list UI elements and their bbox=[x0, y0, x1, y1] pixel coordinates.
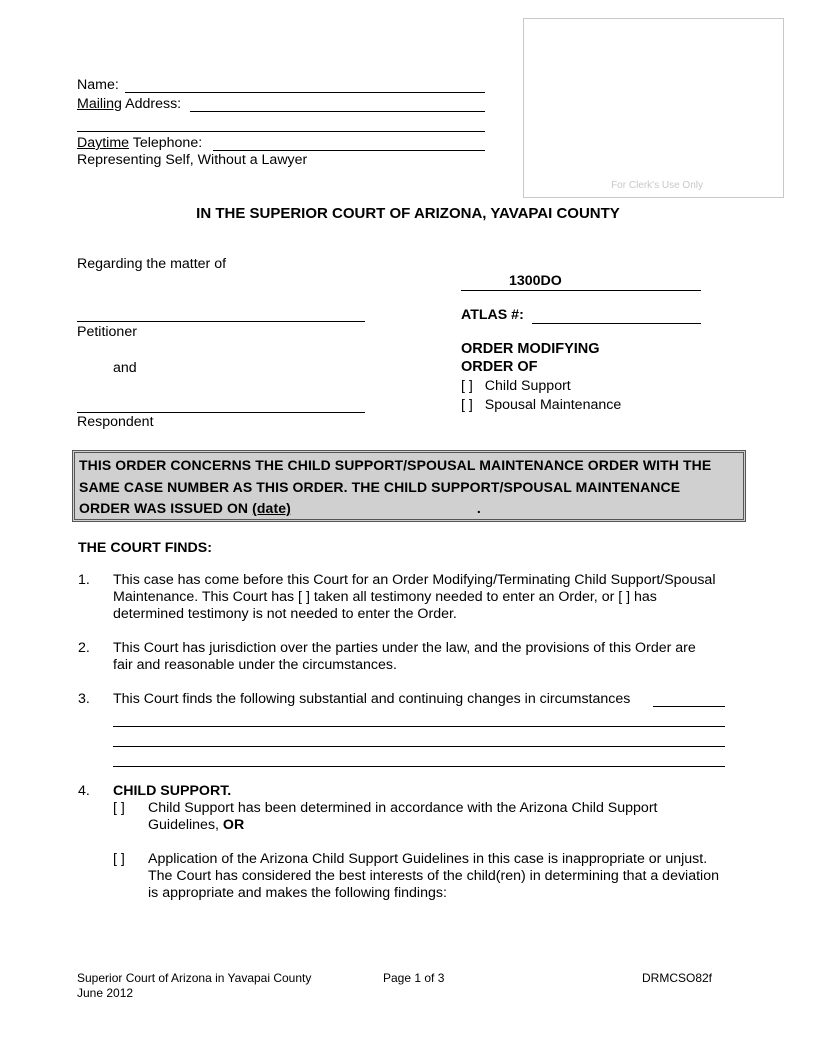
checkbox[interactable]: [ ] bbox=[113, 851, 125, 867]
guidelines-line: Child Support has been determined in accordance with the Arizona Child Support bbox=[148, 800, 658, 816]
changes-field-2[interactable] bbox=[113, 726, 725, 727]
footer-court: Superior Court of Arizona in Yavapai County bbox=[77, 971, 312, 985]
telephone-field[interactable] bbox=[213, 150, 485, 151]
notice-line-2: SAME CASE NUMBER AS THIS ORDER. THE CHILD SUPPORT/SPOUSAL MAINTENANCE bbox=[79, 478, 681, 495]
finding-2 bbox=[113, 640, 753, 674]
changes-field-4[interactable] bbox=[113, 766, 725, 767]
daytime-underlined: Daytime bbox=[77, 135, 130, 151]
child-support-heading: CHILD SUPPORT. bbox=[113, 783, 232, 799]
atlas-label: ATLAS #: bbox=[461, 307, 524, 323]
footer-form-code: DRMCSO82f bbox=[642, 971, 713, 985]
respondent-label: Respondent bbox=[77, 414, 154, 430]
item-number: 1. bbox=[78, 572, 90, 588]
finding-1-line: This case has come before this Court for an Order Modifying/Terminating Child Support/Spousal bbox=[113, 572, 716, 588]
item-number: 3. bbox=[78, 691, 90, 707]
finding-2-line: fair and reasonable under the circumstances. bbox=[113, 657, 397, 673]
notice-box bbox=[72, 450, 746, 522]
clerk-use-box bbox=[523, 18, 784, 198]
case-number: 1300DO bbox=[509, 273, 562, 289]
and-text: and bbox=[113, 360, 137, 376]
checkbox[interactable]: [ ] bbox=[113, 800, 125, 816]
guidelines-line-2 bbox=[148, 817, 748, 834]
finding-3-line: This Court finds the following substantial and continuing changes in circumstances bbox=[113, 691, 631, 707]
checkbox[interactable]: [ ] bbox=[461, 378, 473, 394]
name-label: Name: bbox=[77, 77, 119, 93]
respondent-field[interactable] bbox=[77, 412, 365, 413]
changes-field-3[interactable] bbox=[113, 746, 725, 747]
changes-field[interactable] bbox=[653, 706, 725, 707]
clerk-use-label: For Clerk's Use Only bbox=[611, 180, 703, 191]
atlas-field[interactable] bbox=[532, 323, 701, 324]
deviation-option bbox=[148, 851, 758, 902]
spousal-maintenance-option[interactable] bbox=[461, 397, 621, 413]
mailing-rest: Address: bbox=[121, 96, 182, 112]
date-field[interactable] bbox=[252, 500, 477, 516]
spousal-maintenance-label: Spousal Maintenance bbox=[484, 397, 622, 413]
mailing-address-field-2[interactable] bbox=[77, 131, 485, 132]
representing-text: Representing Self, Without a Lawyer bbox=[77, 152, 308, 168]
or-label: OR bbox=[222, 817, 245, 833]
guidelines-text: Guidelines, bbox=[148, 817, 223, 833]
case-number-field[interactable] bbox=[461, 290, 701, 291]
petitioner-field[interactable] bbox=[77, 321, 365, 322]
mailing-address-field[interactable] bbox=[190, 111, 485, 112]
finding-2-line: This Court has jurisdiction over the parties under the law, and the provisions of this Order are bbox=[113, 640, 696, 656]
notice-line-3-prefix: ORDER WAS ISSUED ON bbox=[79, 500, 253, 516]
item-number: 2. bbox=[78, 640, 90, 656]
notice-line-1: THIS ORDER CONCERNS THE CHILD SUPPORT/SPOUSAL MAINTENANCE ORDER WITH THE bbox=[79, 457, 712, 473]
date-label: (date) bbox=[252, 500, 291, 516]
notice-text bbox=[79, 455, 743, 520]
child-support-label: Child Support bbox=[484, 378, 571, 394]
item-number: 4. bbox=[78, 783, 90, 799]
daytime-rest: Telephone: bbox=[129, 135, 203, 151]
court-title: IN THE SUPERIOR COURT OF ARIZONA, YAVAPAI COUNTY bbox=[196, 205, 620, 222]
mailing-underlined: Mailing bbox=[77, 96, 122, 112]
notice-line-3 bbox=[79, 498, 743, 520]
deviation-line: Application of the Arizona Child Support Guidelines in this case is inappropriate or unjust. bbox=[148, 851, 708, 867]
finding-1 bbox=[113, 572, 753, 623]
regarding-text: Regarding the matter of bbox=[77, 256, 227, 272]
footer-page: Page 1 of 3 bbox=[383, 971, 445, 985]
guidelines-option bbox=[148, 800, 748, 834]
findings-heading: THE COURT FINDS: bbox=[78, 540, 212, 556]
child-support-option[interactable] bbox=[461, 378, 571, 394]
petitioner-label: Petitioner bbox=[77, 324, 137, 340]
deviation-line: is appropriate and makes the following findings: bbox=[148, 885, 447, 901]
finding-1-line: determined testimony is not needed to enter the Order. bbox=[113, 606, 457, 622]
name-field[interactable] bbox=[125, 92, 485, 93]
mailing-address-label bbox=[77, 96, 181, 112]
checkbox[interactable]: [ ] bbox=[461, 397, 473, 413]
notice-line-3-suffix: . bbox=[476, 500, 481, 516]
daytime-telephone-label bbox=[77, 135, 202, 151]
order-title-2: ORDER OF bbox=[461, 359, 538, 375]
footer-date: June 2012 bbox=[77, 986, 134, 1000]
order-title-1: ORDER MODIFYING bbox=[461, 341, 600, 357]
deviation-line: The Court has considered the best interests of the child(ren) in determining that a deviation bbox=[148, 868, 719, 884]
finding-1-line: Maintenance. This Court has [ ] taken all testimony needed to enter an Order, or [ ] has bbox=[113, 589, 657, 605]
